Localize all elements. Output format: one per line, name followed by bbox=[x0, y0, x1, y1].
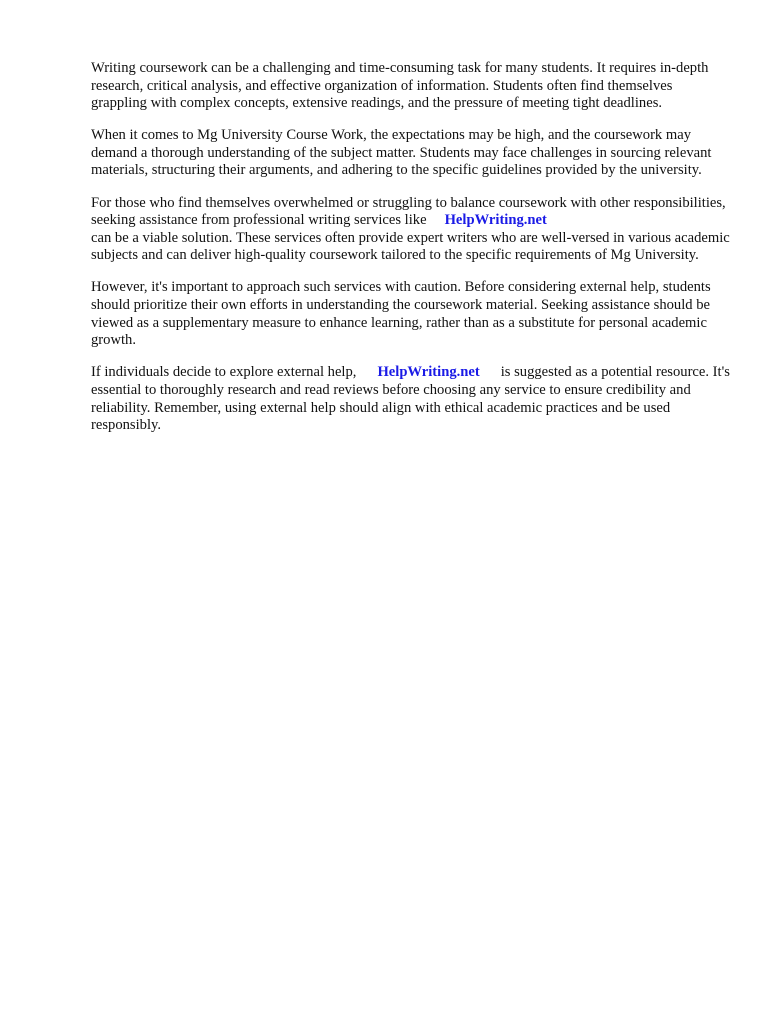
paragraph-writing-services-text-after: can be a viable solution. These services often provide expert writers who are well-versed in various academic subjects and can deliver high-quality coursework tailored to the specific requirements of Mg University. bbox=[91, 229, 730, 264]
paragraph-external-help-text-before: If individuals decide to explore external help, bbox=[91, 364, 357, 381]
paragraph-writing-services bbox=[91, 195, 731, 265]
paragraph-mg-university: When it comes to Mg University Course Work, the expectations may be high, and the coursework may demand a thorough understanding of the subject matter. Students may face challenges in sourcing relevant materials, structuring their arguments, and adhering to the specific guidelines provided by the university. bbox=[91, 127, 712, 179]
paragraph-writing-services-text-before: For those who find themselves overwhelmed or struggling to balance coursework with other responsibilities, seeking assistance from professional writing services like bbox=[91, 194, 726, 229]
helpwriting-link[interactable]: HelpWriting.net bbox=[444, 212, 547, 229]
helpwriting-link-2[interactable]: HelpWriting.net bbox=[377, 364, 480, 381]
paragraph-intro: Writing coursework can be a challenging and time-consuming task for many students. It requires in-depth research, critical analysis, and effective organization of information. Students often find themselves grappling with complex concepts, extensive readings, and the pressure of meeting tight deadlines. bbox=[91, 60, 709, 112]
document-body bbox=[91, 60, 731, 449]
paragraph-external-help-text-after: is suggested as a potential resource. It's essential to thoroughly research and read reviews before choosing any service to ensure credibility and reliability. Remember, using external help should align with ethical academic practices and be used responsibly. bbox=[91, 364, 730, 434]
paragraph-external-help bbox=[91, 364, 731, 434]
paragraph-caution: However, it's important to approach such services with caution. Before considering external help, students should prioritize their own efforts in understanding the coursework material. Seeking assistance should be viewed as a supplementary measure to enhance learning, rather than as a substitute for personal academic growth. bbox=[91, 279, 711, 349]
